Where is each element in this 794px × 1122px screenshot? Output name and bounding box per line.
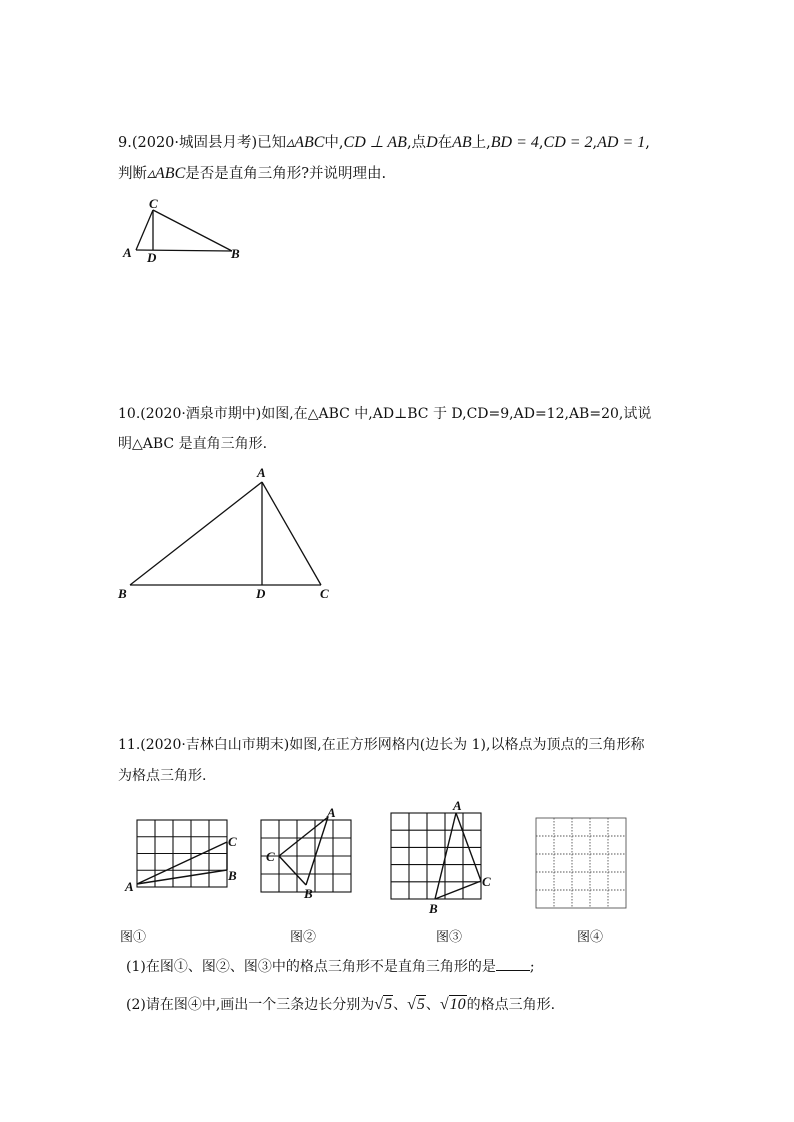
q11-fig2-label-b: B xyxy=(304,886,313,900)
q11-part2-sep: 、 xyxy=(393,997,408,1013)
q9-sep: , xyxy=(538,135,544,151)
q11-sqrt-5-a xyxy=(374,995,393,1015)
q9-sep: , xyxy=(645,135,650,151)
q9-cd-perp-ab: CD ⊥ AB xyxy=(343,134,407,151)
q11-part2-text: (2)请在图④中,画出一个三条边长分别为 xyxy=(126,997,375,1013)
q11-fig4-grid-border xyxy=(536,818,626,908)
sqrt-sign: √ xyxy=(407,996,416,1013)
q9-triangle-abc: ▵ABC xyxy=(147,165,186,182)
q9-segment-ac xyxy=(136,210,153,250)
q9-sep: , xyxy=(592,135,598,151)
q9-text: ,点 xyxy=(406,135,427,151)
q9-point-d: D xyxy=(426,134,438,151)
q11-fig1-label-a: A xyxy=(125,879,134,894)
q9-line2 xyxy=(118,164,386,184)
radicand: 5 xyxy=(384,996,393,1013)
q10-line1: 10.(2020·酒泉市期中)如图,在△ABC 中,AD⊥BC 于 D,CD=9,AD=12,AB=20,试说 xyxy=(118,406,652,422)
sqrt-sign: √ xyxy=(374,996,384,1013)
q9-segment-ab: AB xyxy=(452,134,472,151)
q9-label-b: B xyxy=(231,246,240,261)
sqrt-sign: √ xyxy=(439,996,449,1013)
q9-label-c: C xyxy=(149,196,158,211)
q9-ad: AD = 1 xyxy=(597,134,646,151)
q11-line1: 11.(2020·吉林白山市期末)如图,在正方形网格内(边长为 1),以格点为顶点的三角形称 xyxy=(118,737,645,753)
q10-label-d: D xyxy=(256,586,266,601)
q10-label-a: A xyxy=(257,465,266,480)
q11-caption-2: 图② xyxy=(290,930,317,945)
q9-text: 上, xyxy=(471,135,491,151)
q11-fig3-label-c: C xyxy=(482,874,491,889)
q11-fig3-label-a: A xyxy=(453,798,462,813)
q9-label-a: A xyxy=(123,245,132,260)
q11-fig2-segment-cb xyxy=(279,856,306,885)
q10-figure xyxy=(112,462,342,607)
q11-fig1-label-c: C xyxy=(228,834,237,849)
q11-caption-4: 图④ xyxy=(577,930,604,945)
q10-segment-ab xyxy=(130,482,262,585)
q9-text: 判断 xyxy=(118,166,147,182)
q11-fig3-label-b: B xyxy=(429,901,438,916)
q11-sqrt-5-b xyxy=(407,995,426,1015)
q11-fig1-label-b: B xyxy=(228,868,237,883)
q11-part1 xyxy=(126,956,535,977)
q10-line2: 明△ABC 是直角三角形. xyxy=(118,436,268,452)
q11-line2: 为格点三角形. xyxy=(118,768,207,784)
radicand: 10 xyxy=(449,996,466,1013)
q9-segment-cb xyxy=(153,210,232,251)
q9-bd: BD = 4 xyxy=(490,134,539,151)
q11-part1-end: ; xyxy=(529,959,535,975)
q11-caption-1: 图① xyxy=(120,930,147,945)
q11-sqrt-10 xyxy=(440,995,467,1015)
q9-line1 xyxy=(118,133,650,153)
q9-label-d: D xyxy=(147,250,157,265)
q11-part1-text: (1)在图①、图②、图③中的格点三角形不是直角三角形的是 xyxy=(126,959,496,975)
q9-text: 是否是直角三角形?并说明理由. xyxy=(185,166,387,182)
q11-fig2-label-c: C xyxy=(266,849,275,864)
q9-text: 中, xyxy=(324,135,344,151)
q11-figure-4 xyxy=(530,812,640,917)
q10-label-c: C xyxy=(320,586,329,601)
q11-part2-sep: 、 xyxy=(425,997,440,1013)
q11-figure-2 xyxy=(258,805,363,900)
q9-figure xyxy=(115,195,250,267)
q11-part2 xyxy=(126,995,555,1015)
q11-caption-3: 图③ xyxy=(436,930,463,945)
q11-part1-answer-blank[interactable] xyxy=(496,956,530,971)
q9-cd: CD = 2 xyxy=(543,134,593,151)
q9-triangle-abc: ▵ABC xyxy=(286,134,325,151)
q11-part2-end: 的格点三角形. xyxy=(466,997,556,1013)
q11-fig2-segment-ca xyxy=(279,817,328,856)
q10-label-b: B xyxy=(118,586,127,601)
q11-fig2-label-a: A xyxy=(327,805,336,820)
q9-text: 9.(2020·城固县月考)已知 xyxy=(118,135,287,151)
q11-fig3-segment-bc xyxy=(435,881,481,899)
q10-segment-ac xyxy=(262,482,321,585)
q11-fig2-segment-ab xyxy=(306,817,328,885)
q11-figure-1 xyxy=(120,815,250,895)
q9-text: 在 xyxy=(437,135,453,151)
q11-figure-3 xyxy=(385,795,505,920)
radicand: 5 xyxy=(416,996,425,1013)
